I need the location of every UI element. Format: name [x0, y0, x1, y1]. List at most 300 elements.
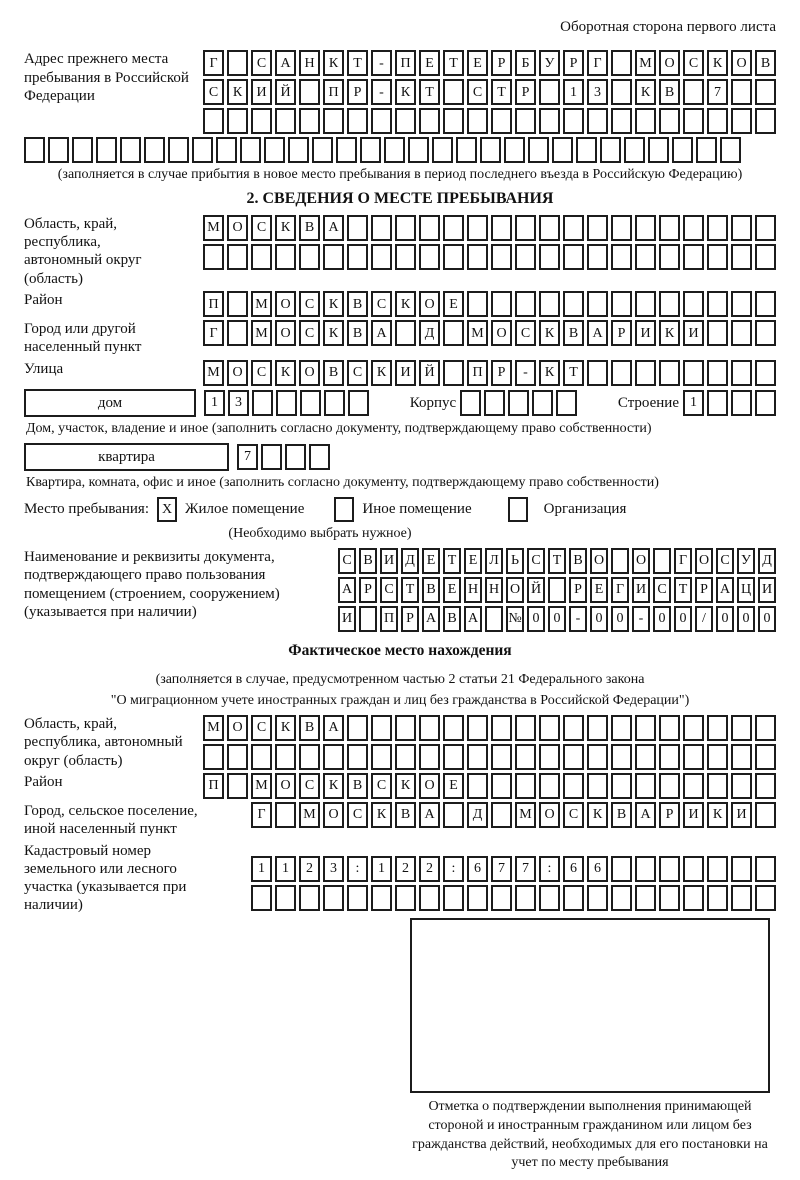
- char-cell[interactable]: М: [635, 50, 656, 76]
- char-cell[interactable]: К: [275, 360, 296, 386]
- char-cell[interactable]: [548, 577, 566, 603]
- char-cell[interactable]: [491, 244, 512, 270]
- char-cell[interactable]: Р: [569, 577, 587, 603]
- char-cell[interactable]: [240, 137, 261, 163]
- char-cell[interactable]: О: [695, 548, 713, 574]
- char-cell[interactable]: [635, 856, 656, 882]
- char-cell[interactable]: [683, 773, 704, 799]
- char-cell[interactable]: Д: [419, 320, 440, 346]
- char-cell[interactable]: В: [395, 802, 416, 828]
- char-cell[interactable]: [539, 244, 560, 270]
- char-cell[interactable]: М: [515, 802, 536, 828]
- char-cell[interactable]: [707, 215, 728, 241]
- char-cell[interactable]: [227, 108, 248, 134]
- char-cell[interactable]: А: [323, 715, 344, 741]
- char-cell[interactable]: С: [251, 715, 272, 741]
- char-cell[interactable]: О: [632, 548, 650, 574]
- char-cell[interactable]: [72, 137, 93, 163]
- char-cell[interactable]: [251, 244, 272, 270]
- char-cell[interactable]: [467, 244, 488, 270]
- char-cell[interactable]: [360, 137, 381, 163]
- char-cell[interactable]: 7: [515, 856, 536, 882]
- char-cell[interactable]: [755, 715, 776, 741]
- char-cell[interactable]: 2: [419, 856, 440, 882]
- char-cell[interactable]: :: [347, 856, 368, 882]
- char-cell[interactable]: [515, 244, 536, 270]
- char-cell[interactable]: М: [467, 320, 488, 346]
- char-cell[interactable]: О: [419, 291, 440, 317]
- char-cell[interactable]: С: [347, 360, 368, 386]
- char-cell[interactable]: [299, 108, 320, 134]
- char-cell[interactable]: [395, 320, 416, 346]
- char-cell[interactable]: Р: [659, 802, 680, 828]
- char-cell[interactable]: [587, 885, 608, 911]
- char-cell[interactable]: 0: [548, 606, 566, 632]
- char-cell[interactable]: [611, 773, 632, 799]
- char-cell[interactable]: [611, 744, 632, 770]
- char-cell[interactable]: [323, 244, 344, 270]
- char-cell[interactable]: [395, 715, 416, 741]
- char-cell[interactable]: Е: [590, 577, 608, 603]
- char-cell[interactable]: [659, 856, 680, 882]
- char-cell[interactable]: [635, 744, 656, 770]
- char-cell[interactable]: [683, 215, 704, 241]
- char-cell[interactable]: И: [683, 802, 704, 828]
- char-cell[interactable]: Р: [347, 79, 368, 105]
- char-cell[interactable]: Т: [491, 79, 512, 105]
- char-cell[interactable]: Р: [611, 320, 632, 346]
- char-cell[interactable]: Е: [443, 773, 464, 799]
- char-cell[interactable]: [227, 50, 248, 76]
- char-cell[interactable]: Д: [758, 548, 776, 574]
- char-cell[interactable]: М: [203, 215, 224, 241]
- char-cell[interactable]: -: [371, 50, 392, 76]
- char-cell[interactable]: О: [419, 773, 440, 799]
- char-cell[interactable]: В: [611, 802, 632, 828]
- char-cell[interactable]: [299, 885, 320, 911]
- char-cell[interactable]: В: [563, 320, 584, 346]
- char-cell[interactable]: [443, 79, 464, 105]
- char-cell[interactable]: Г: [587, 50, 608, 76]
- char-cell[interactable]: [347, 244, 368, 270]
- char-cell[interactable]: [611, 885, 632, 911]
- char-cell[interactable]: [491, 773, 512, 799]
- char-cell[interactable]: Г: [203, 50, 224, 76]
- char-cell[interactable]: [491, 885, 512, 911]
- char-cell[interactable]: [371, 744, 392, 770]
- char-cell[interactable]: [653, 548, 671, 574]
- char-cell[interactable]: [556, 390, 577, 416]
- char-cell[interactable]: [485, 606, 503, 632]
- char-cell[interactable]: /: [695, 606, 713, 632]
- char-cell[interactable]: 1: [204, 390, 225, 416]
- char-cell[interactable]: [635, 291, 656, 317]
- char-cell[interactable]: [587, 215, 608, 241]
- char-cell[interactable]: К: [323, 50, 344, 76]
- char-cell[interactable]: О: [506, 577, 524, 603]
- char-cell[interactable]: [587, 244, 608, 270]
- char-cell[interactable]: [216, 137, 237, 163]
- char-cell[interactable]: [611, 244, 632, 270]
- char-cell[interactable]: [395, 885, 416, 911]
- char-cell[interactable]: [275, 744, 296, 770]
- char-cell[interactable]: [419, 744, 440, 770]
- char-cell[interactable]: [683, 291, 704, 317]
- char-cell[interactable]: [755, 856, 776, 882]
- char-cell[interactable]: [731, 715, 752, 741]
- char-cell[interactable]: [251, 885, 272, 911]
- char-cell[interactable]: [227, 244, 248, 270]
- char-cell[interactable]: 0: [737, 606, 755, 632]
- char-cell[interactable]: Л: [485, 548, 503, 574]
- char-cell[interactable]: [192, 137, 213, 163]
- char-cell[interactable]: [683, 885, 704, 911]
- char-cell[interactable]: К: [659, 320, 680, 346]
- char-cell[interactable]: [707, 244, 728, 270]
- char-cell[interactable]: [659, 360, 680, 386]
- char-cell[interactable]: [659, 108, 680, 134]
- char-cell[interactable]: Р: [491, 50, 512, 76]
- char-cell[interactable]: Т: [419, 79, 440, 105]
- char-cell[interactable]: [261, 444, 282, 470]
- char-cell[interactable]: [707, 744, 728, 770]
- char-cell[interactable]: В: [299, 715, 320, 741]
- char-cell[interactable]: И: [632, 577, 650, 603]
- char-cell[interactable]: [552, 137, 573, 163]
- char-cell[interactable]: [299, 744, 320, 770]
- char-cell[interactable]: Й: [419, 360, 440, 386]
- char-cell[interactable]: [419, 108, 440, 134]
- char-cell[interactable]: [683, 715, 704, 741]
- char-cell[interactable]: П: [380, 606, 398, 632]
- char-cell[interactable]: 0: [758, 606, 776, 632]
- char-cell[interactable]: [443, 802, 464, 828]
- char-cell[interactable]: [611, 108, 632, 134]
- char-cell[interactable]: [515, 773, 536, 799]
- char-cell[interactable]: С: [251, 215, 272, 241]
- char-cell[interactable]: [508, 390, 529, 416]
- char-cell[interactable]: М: [251, 320, 272, 346]
- char-cell[interactable]: [563, 291, 584, 317]
- char-cell[interactable]: [563, 215, 584, 241]
- char-cell[interactable]: [683, 856, 704, 882]
- char-cell[interactable]: [395, 744, 416, 770]
- char-cell[interactable]: [659, 744, 680, 770]
- char-cell[interactable]: [515, 215, 536, 241]
- char-cell[interactable]: О: [731, 50, 752, 76]
- char-cell[interactable]: [251, 744, 272, 770]
- char-cell[interactable]: О: [323, 802, 344, 828]
- char-cell[interactable]: [755, 108, 776, 134]
- char-cell[interactable]: [203, 244, 224, 270]
- char-cell[interactable]: 3: [228, 390, 249, 416]
- char-cell[interactable]: А: [275, 50, 296, 76]
- char-cell[interactable]: [515, 108, 536, 134]
- char-cell[interactable]: [731, 291, 752, 317]
- char-cell[interactable]: [227, 744, 248, 770]
- char-cell[interactable]: С: [716, 548, 734, 574]
- char-cell[interactable]: [227, 291, 248, 317]
- char-cell[interactable]: О: [227, 215, 248, 241]
- char-cell[interactable]: И: [683, 320, 704, 346]
- char-cell[interactable]: [611, 291, 632, 317]
- char-cell[interactable]: [515, 744, 536, 770]
- char-cell[interactable]: [324, 390, 345, 416]
- char-cell[interactable]: [563, 744, 584, 770]
- char-cell[interactable]: [443, 360, 464, 386]
- char-cell[interactable]: К: [395, 291, 416, 317]
- char-cell[interactable]: [635, 108, 656, 134]
- char-cell[interactable]: [251, 108, 272, 134]
- char-cell[interactable]: Т: [401, 577, 419, 603]
- char-cell[interactable]: 3: [587, 79, 608, 105]
- char-cell[interactable]: 1: [371, 856, 392, 882]
- char-cell[interactable]: И: [395, 360, 416, 386]
- char-cell[interactable]: [611, 715, 632, 741]
- char-cell[interactable]: О: [227, 715, 248, 741]
- char-cell[interactable]: [707, 360, 728, 386]
- char-cell[interactable]: О: [491, 320, 512, 346]
- char-cell[interactable]: Г: [674, 548, 692, 574]
- char-cell[interactable]: [587, 773, 608, 799]
- char-cell[interactable]: Е: [422, 548, 440, 574]
- char-cell[interactable]: П: [203, 291, 224, 317]
- char-cell[interactable]: [707, 773, 728, 799]
- char-cell[interactable]: С: [338, 548, 356, 574]
- char-cell[interactable]: А: [635, 802, 656, 828]
- char-cell[interactable]: С: [683, 50, 704, 76]
- char-cell[interactable]: В: [422, 577, 440, 603]
- char-cell[interactable]: [611, 856, 632, 882]
- char-cell[interactable]: [395, 215, 416, 241]
- char-cell[interactable]: [755, 360, 776, 386]
- char-cell[interactable]: И: [758, 577, 776, 603]
- char-cell[interactable]: Р: [515, 79, 536, 105]
- char-cell[interactable]: [275, 244, 296, 270]
- char-cell[interactable]: [491, 215, 512, 241]
- char-cell[interactable]: 1: [563, 79, 584, 105]
- char-cell[interactable]: [683, 79, 704, 105]
- char-cell[interactable]: А: [464, 606, 482, 632]
- char-cell[interactable]: [323, 744, 344, 770]
- char-cell[interactable]: [275, 802, 296, 828]
- char-cell[interactable]: [755, 291, 776, 317]
- char-cell[interactable]: -: [515, 360, 536, 386]
- char-cell[interactable]: [707, 291, 728, 317]
- char-cell[interactable]: [635, 360, 656, 386]
- char-cell[interactable]: 0: [716, 606, 734, 632]
- char-cell[interactable]: М: [251, 291, 272, 317]
- char-cell[interactable]: К: [227, 79, 248, 105]
- char-cell[interactable]: [683, 244, 704, 270]
- char-cell[interactable]: [484, 390, 505, 416]
- char-cell[interactable]: [336, 137, 357, 163]
- char-cell[interactable]: С: [299, 291, 320, 317]
- char-cell[interactable]: [587, 715, 608, 741]
- char-cell[interactable]: [755, 215, 776, 241]
- char-cell[interactable]: [611, 548, 629, 574]
- char-cell[interactable]: [456, 137, 477, 163]
- char-cell[interactable]: [371, 215, 392, 241]
- char-cell[interactable]: [467, 885, 488, 911]
- char-cell[interactable]: Е: [467, 50, 488, 76]
- char-cell[interactable]: 6: [563, 856, 584, 882]
- char-cell[interactable]: [467, 715, 488, 741]
- char-cell[interactable]: Т: [443, 50, 464, 76]
- char-cell[interactable]: [659, 215, 680, 241]
- char-cell[interactable]: [731, 215, 752, 241]
- char-cell[interactable]: [672, 137, 693, 163]
- char-cell[interactable]: [707, 320, 728, 346]
- char-cell[interactable]: С: [299, 773, 320, 799]
- char-cell[interactable]: И: [338, 606, 356, 632]
- char-cell[interactable]: [203, 108, 224, 134]
- char-cell[interactable]: В: [299, 215, 320, 241]
- char-cell[interactable]: [539, 744, 560, 770]
- char-cell[interactable]: Т: [674, 577, 692, 603]
- char-cell[interactable]: С: [653, 577, 671, 603]
- char-cell[interactable]: Е: [443, 291, 464, 317]
- char-cell[interactable]: [600, 137, 621, 163]
- char-cell[interactable]: [24, 137, 45, 163]
- char-cell[interactable]: [635, 244, 656, 270]
- char-cell[interactable]: [288, 137, 309, 163]
- char-cell[interactable]: [252, 390, 273, 416]
- char-cell[interactable]: :: [443, 856, 464, 882]
- char-cell[interactable]: М: [251, 773, 272, 799]
- char-cell[interactable]: К: [539, 320, 560, 346]
- char-cell[interactable]: [696, 137, 717, 163]
- char-cell[interactable]: [659, 885, 680, 911]
- char-cell[interactable]: [408, 137, 429, 163]
- char-cell[interactable]: [528, 137, 549, 163]
- char-cell[interactable]: [460, 390, 481, 416]
- char-cell[interactable]: [755, 773, 776, 799]
- char-cell[interactable]: [611, 79, 632, 105]
- char-cell[interactable]: И: [635, 320, 656, 346]
- checkbox-other-premises[interactable]: [334, 497, 354, 522]
- char-cell[interactable]: В: [443, 606, 461, 632]
- char-cell[interactable]: 1: [275, 856, 296, 882]
- char-cell[interactable]: [635, 773, 656, 799]
- char-cell[interactable]: Т: [347, 50, 368, 76]
- char-cell[interactable]: С: [515, 320, 536, 346]
- char-cell[interactable]: [144, 137, 165, 163]
- char-cell[interactable]: [467, 773, 488, 799]
- char-cell[interactable]: Ц: [737, 577, 755, 603]
- char-cell[interactable]: [467, 215, 488, 241]
- char-cell[interactable]: [419, 244, 440, 270]
- char-cell[interactable]: [443, 108, 464, 134]
- char-cell[interactable]: Н: [299, 50, 320, 76]
- char-cell[interactable]: [659, 244, 680, 270]
- char-cell[interactable]: С: [251, 360, 272, 386]
- char-cell[interactable]: Р: [359, 577, 377, 603]
- char-cell[interactable]: [347, 715, 368, 741]
- char-cell[interactable]: К: [323, 773, 344, 799]
- char-cell[interactable]: И: [251, 79, 272, 105]
- char-cell[interactable]: С: [347, 802, 368, 828]
- char-cell[interactable]: [312, 137, 333, 163]
- char-cell[interactable]: [755, 390, 776, 416]
- char-cell[interactable]: 3: [323, 856, 344, 882]
- char-cell[interactable]: [539, 291, 560, 317]
- char-cell[interactable]: [587, 108, 608, 134]
- char-cell[interactable]: [611, 50, 632, 76]
- char-cell[interactable]: [443, 885, 464, 911]
- char-cell[interactable]: [347, 744, 368, 770]
- char-cell[interactable]: [539, 108, 560, 134]
- char-cell[interactable]: [576, 137, 597, 163]
- char-cell[interactable]: [683, 360, 704, 386]
- char-cell[interactable]: О: [299, 360, 320, 386]
- char-cell[interactable]: Н: [485, 577, 503, 603]
- char-cell[interactable]: О: [275, 320, 296, 346]
- char-cell[interactable]: Й: [275, 79, 296, 105]
- char-cell[interactable]: [371, 108, 392, 134]
- char-cell[interactable]: С: [299, 320, 320, 346]
- char-cell[interactable]: [504, 137, 525, 163]
- char-cell[interactable]: 7: [707, 79, 728, 105]
- char-cell[interactable]: №: [506, 606, 524, 632]
- char-cell[interactable]: [264, 137, 285, 163]
- char-cell[interactable]: [755, 802, 776, 828]
- char-cell[interactable]: [203, 744, 224, 770]
- char-cell[interactable]: Д: [401, 548, 419, 574]
- char-cell[interactable]: К: [371, 360, 392, 386]
- char-cell[interactable]: [384, 137, 405, 163]
- char-cell[interactable]: А: [323, 215, 344, 241]
- char-cell[interactable]: Т: [548, 548, 566, 574]
- char-cell[interactable]: Г: [251, 802, 272, 828]
- char-cell[interactable]: [720, 137, 741, 163]
- char-cell[interactable]: Д: [467, 802, 488, 828]
- char-cell[interactable]: [299, 244, 320, 270]
- char-cell[interactable]: [515, 715, 536, 741]
- char-cell[interactable]: [300, 390, 321, 416]
- char-cell[interactable]: О: [275, 291, 296, 317]
- char-cell[interactable]: К: [635, 79, 656, 105]
- char-cell[interactable]: [707, 885, 728, 911]
- char-cell[interactable]: [755, 320, 776, 346]
- char-cell[interactable]: [731, 360, 752, 386]
- char-cell[interactable]: К: [587, 802, 608, 828]
- char-cell[interactable]: [299, 79, 320, 105]
- char-cell[interactable]: [443, 215, 464, 241]
- char-cell[interactable]: [731, 108, 752, 134]
- char-cell[interactable]: :: [539, 856, 560, 882]
- char-cell[interactable]: [480, 137, 501, 163]
- char-cell[interactable]: У: [737, 548, 755, 574]
- char-cell[interactable]: 0: [611, 606, 629, 632]
- char-cell[interactable]: [635, 885, 656, 911]
- char-cell[interactable]: [515, 291, 536, 317]
- char-cell[interactable]: С: [251, 50, 272, 76]
- char-cell[interactable]: [347, 215, 368, 241]
- char-cell[interactable]: П: [323, 79, 344, 105]
- char-cell[interactable]: С: [371, 291, 392, 317]
- char-cell[interactable]: [731, 773, 752, 799]
- char-cell[interactable]: Т: [563, 360, 584, 386]
- char-cell[interactable]: Р: [695, 577, 713, 603]
- char-cell[interactable]: [359, 606, 377, 632]
- checkbox-residential[interactable]: X: [157, 497, 177, 522]
- char-cell[interactable]: [491, 291, 512, 317]
- char-cell[interactable]: [539, 773, 560, 799]
- char-cell[interactable]: [635, 715, 656, 741]
- char-cell[interactable]: [443, 715, 464, 741]
- char-cell[interactable]: [395, 244, 416, 270]
